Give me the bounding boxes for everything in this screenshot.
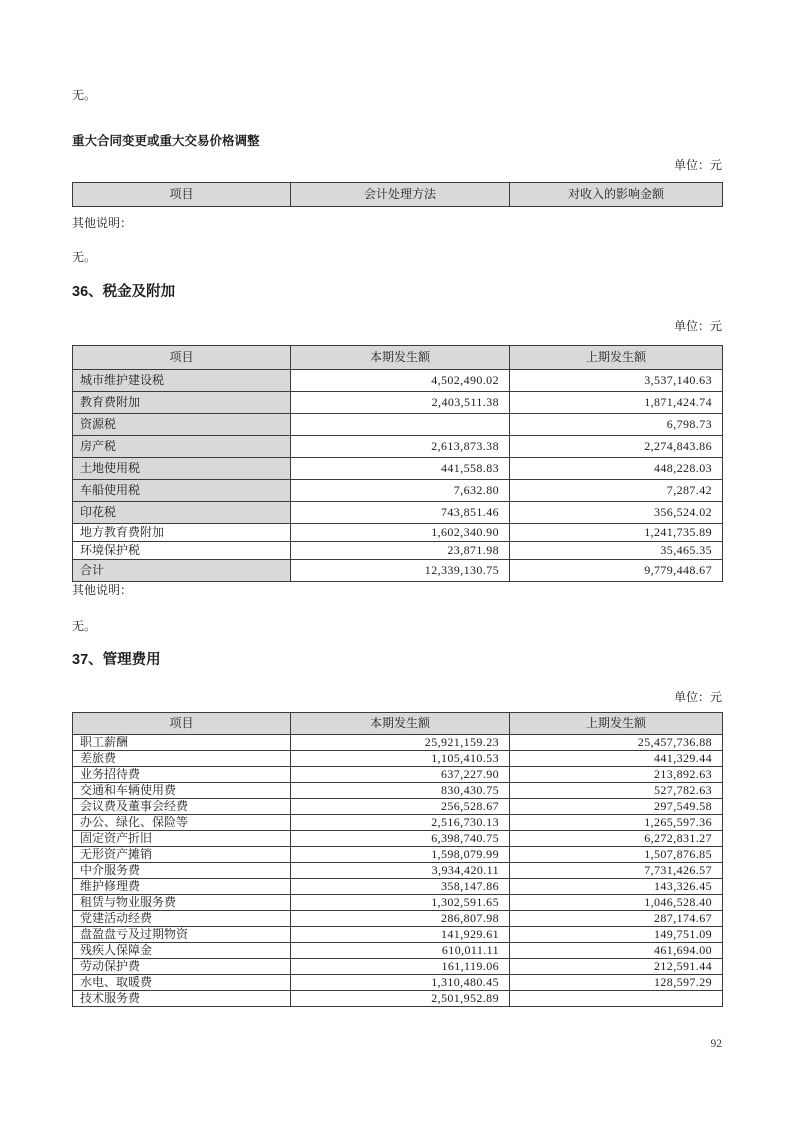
value-cell: 1,302,591.65 [291,895,510,911]
item-cell: 劳动保护费 [73,959,291,975]
column-header: 本期发生额 [291,713,510,735]
column-header: 上期发生额 [510,713,723,735]
item-cell: 车船使用税 [73,480,291,502]
item-cell: 资源税 [73,414,291,436]
section-36-title: 36、税金及附加 [72,284,176,300]
value-cell: 3,934,420.11 [291,863,510,879]
page-number: 92 [710,1038,722,1050]
value-cell: 6,398,740.75 [291,831,510,847]
value-cell: 610,011.11 [291,943,510,959]
contract-change-table [72,182,723,207]
value-cell: 356,524.02 [510,502,723,524]
item-cell: 城市维护建设税 [73,370,291,392]
table-header-row [73,183,723,207]
table-row [73,959,723,975]
value-cell: 141,929.61 [291,927,510,943]
table-row [73,895,723,911]
value-cell: 9,779,448.67 [510,560,723,582]
value-cell: 12,339,130.75 [291,560,510,582]
item-cell: 印花税 [73,502,291,524]
item-cell: 技术服务费 [73,991,291,1007]
value-cell: 23,871.98 [291,542,510,560]
value-cell: 2,516,730.13 [291,815,510,831]
item-cell: 差旅费 [73,751,291,767]
item-cell: 党建活动经费 [73,911,291,927]
value-cell: 212,591.44 [510,959,723,975]
item-cell: 地方教育费附加 [73,524,291,542]
value-cell: 256,528.67 [291,799,510,815]
value-cell: 213,892.63 [510,767,723,783]
column-header: 项目 [73,713,291,735]
table-header-row [73,346,723,370]
value-cell: 830,430.75 [291,783,510,799]
table-row [73,735,723,751]
value-cell: 161,119.06 [291,959,510,975]
none-note-tax: 无。 [72,619,97,633]
value-cell [510,991,723,1007]
admin-expense-table [72,712,723,1007]
value-cell: 1,871,424.74 [510,392,723,414]
item-cell: 办公、绿化、保险等 [73,815,291,831]
value-cell: 7,632.80 [291,480,510,502]
value-cell: 461,694.00 [510,943,723,959]
item-cell: 租赁与物业服务费 [73,895,291,911]
table-header-row [73,713,723,735]
item-cell: 无形资产摊销 [73,847,291,863]
value-cell: 35,465.35 [510,542,723,560]
unit-label-admin: 单位：元 [673,690,722,704]
value-cell: 441,558.83 [291,458,510,480]
value-cell: 7,287.42 [510,480,723,502]
item-cell: 教育费附加 [73,392,291,414]
section-37-title: 37、管理费用 [72,652,161,668]
value-cell: 1,602,340.90 [291,524,510,542]
value-cell: 143,326.45 [510,879,723,895]
value-cell: 1,598,079.99 [291,847,510,863]
item-cell: 业务招待费 [73,767,291,783]
table-row [73,911,723,927]
item-cell: 职工薪酬 [73,735,291,751]
value-cell: 149,751.09 [510,927,723,943]
value-cell: 2,501,952.89 [291,991,510,1007]
value-cell [291,414,510,436]
item-cell: 残疾人保障金 [73,943,291,959]
column-header: 上期发生额 [510,346,723,370]
value-cell: 1,265,597.36 [510,815,723,831]
value-cell: 1,310,480.45 [291,975,510,991]
value-cell: 441,329.44 [510,751,723,767]
value-cell: 25,921,159.23 [291,735,510,751]
item-cell: 合计 [73,560,291,582]
column-header: 项目 [73,346,291,370]
item-cell: 固定资产折旧 [73,831,291,847]
item-cell: 水电、取暖费 [73,975,291,991]
other-notes-label-tax: 其他说明： [72,583,133,597]
column-header: 本期发生额 [291,346,510,370]
unit-label-tax: 单位：元 [673,319,722,333]
value-cell: 128,597.29 [510,975,723,991]
table-row [73,863,723,879]
none-note-top: 无。 [72,88,97,102]
item-cell: 盘盈盘亏及过期物资 [73,927,291,943]
table-row [73,542,723,560]
value-cell: 1,105,410.53 [291,751,510,767]
item-cell: 环境保护税 [73,542,291,560]
value-cell: 743,851.46 [291,502,510,524]
item-cell: 土地使用税 [73,458,291,480]
value-cell: 297,549.58 [510,799,723,815]
item-cell: 会议费及董事会经费 [73,799,291,815]
value-cell: 1,241,735.89 [510,524,723,542]
table-row [73,799,723,815]
unit-label-contract: 单位：元 [673,158,722,172]
none-note-contract: 无。 [72,250,97,264]
column-header: 项目 [73,183,291,207]
value-cell: 6,272,831.27 [510,831,723,847]
table-row [73,480,723,502]
table-row [73,831,723,847]
table-row [73,815,723,831]
table-row [73,458,723,480]
table-row [73,943,723,959]
value-cell: 25,457,736.88 [510,735,723,751]
table-row [73,370,723,392]
value-cell: 2,613,873.38 [291,436,510,458]
contract-change-heading: 重大合同变更或重大交易价格调整 [72,134,260,148]
value-cell: 2,403,511.38 [291,392,510,414]
table-row [73,502,723,524]
value-cell: 3,537,140.63 [510,370,723,392]
value-cell: 637,227.90 [291,767,510,783]
value-cell: 4,502,490.02 [291,370,510,392]
tax-surcharge-table [72,345,723,582]
value-cell: 7,731,426.57 [510,863,723,879]
table-row [73,414,723,436]
other-notes-label-contract: 其他说明： [72,216,133,230]
table-row [73,991,723,1007]
value-cell: 1,046,528.40 [510,895,723,911]
value-cell: 448,228.03 [510,458,723,480]
item-cell: 房产税 [73,436,291,458]
item-cell: 中介服务费 [73,863,291,879]
table-row [73,436,723,458]
table-row [73,524,723,542]
table-row [73,975,723,991]
value-cell: 527,782.63 [510,783,723,799]
item-cell: 交通和车辆使用费 [73,783,291,799]
value-cell: 1,507,876.85 [510,847,723,863]
value-cell: 2,274,843.86 [510,436,723,458]
value-cell: 358,147.86 [291,879,510,895]
table-row [73,927,723,943]
table-row [73,879,723,895]
table-row [73,783,723,799]
value-cell: 6,798.73 [510,414,723,436]
item-cell: 维护修理费 [73,879,291,895]
value-cell: 287,174.67 [510,911,723,927]
column-header: 对收入的影响金额 [510,183,723,207]
table-row [73,392,723,414]
column-header: 会计处理方法 [291,183,510,207]
table-row [73,560,723,582]
table-row [73,751,723,767]
table-row [73,847,723,863]
table-row [73,767,723,783]
value-cell: 286,807.98 [291,911,510,927]
